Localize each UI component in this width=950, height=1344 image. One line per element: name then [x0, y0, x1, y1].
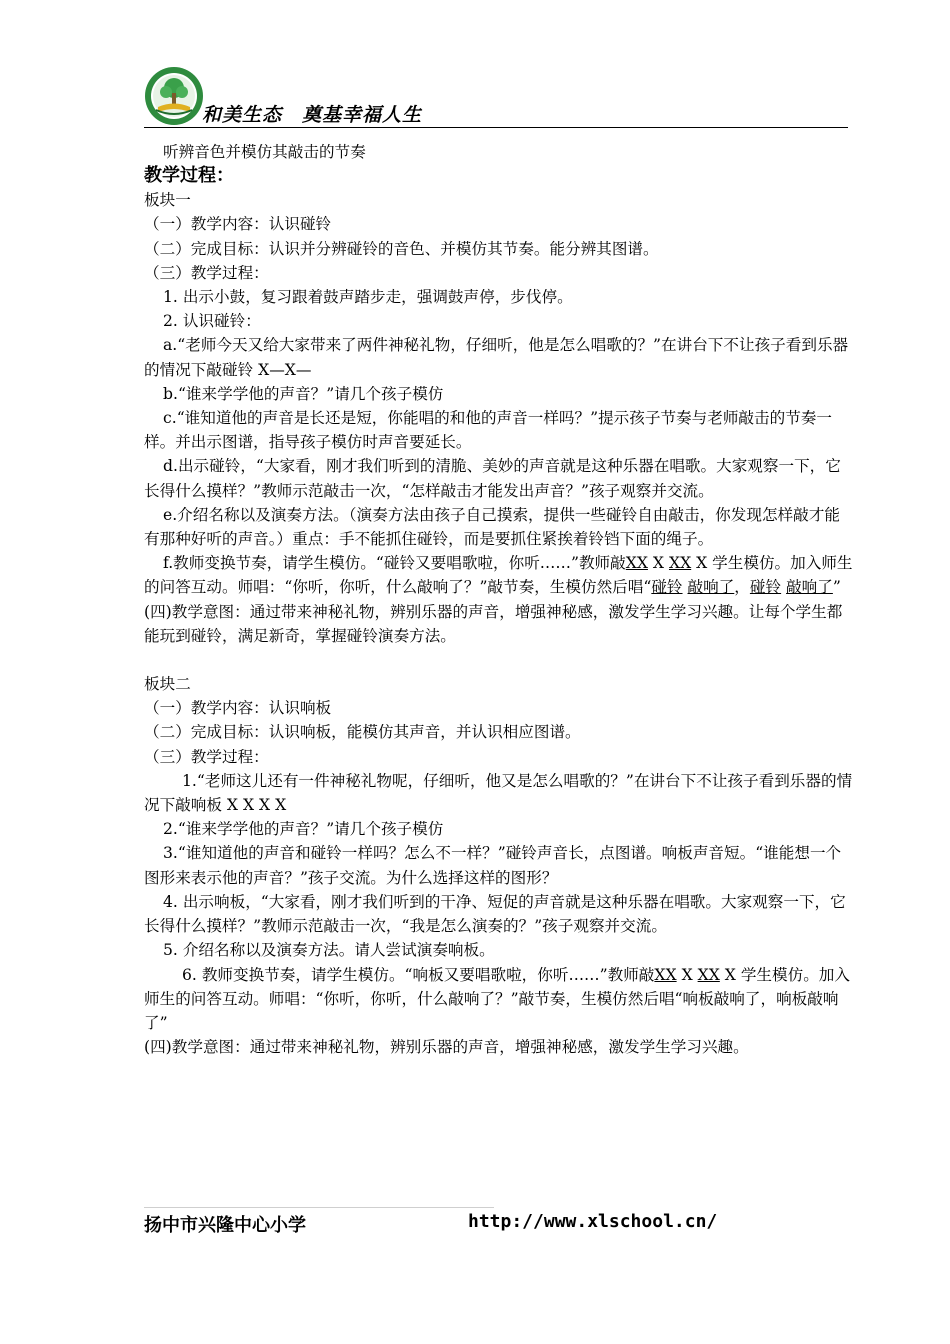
intro-line: 听辨音色并模仿其敲击的节奏 [163, 143, 366, 161]
footer-school-name: 扬中市兴隆中心小学 [144, 1215, 306, 1236]
block2-step-5: 5. 介绍名称以及演奏方法。请人尝试演奏响板。 [163, 941, 495, 960]
block1-step-d: d.出示碰铃，“大家看，刚才我们听到的清脆、美妙的声音就是这种乐器在唱歌。大家观察一下，它长得什么摸样？”教师示范敲击一次，“怎样敲击才能发出声音？”孩子观察并交流。 [144, 457, 841, 500]
block1-step-2: 2. 认识碰铃： [163, 312, 261, 331]
block2-process-label: （三）教学过程： [144, 747, 269, 766]
block1-step-f [144, 551, 854, 599]
rhythm-xx: XX [625, 554, 648, 573]
block1-step-e: e.介绍名称以及演奏方法。（演奏方法由孩子自己摸索，提供一些碰铃自由敲击，你发现怎样敲才能有那种好听的声音。）重点：手不能抓住碰铃，而是要抓住紧挨着铃铛下面的绳子。 [144, 505, 840, 549]
footer-divider [144, 1207, 494, 1208]
step-6-text: X 学生模仿。加入师生的问答互动。师唱：“你听，你听，什么敲响了？”敲节奏，生模仿然后唱“响板敲响了，响板敲响了” [144, 965, 850, 1032]
step-6-text: X [676, 965, 698, 984]
lyric-underlined: 碰铃 [651, 578, 683, 597]
rhythm-xx: XX [654, 965, 677, 984]
block2-title: 板块二 [144, 675, 191, 694]
block2-step-4: 4. 出示响板，“大家看，刚才我们听到的干净、短促的声音就是这种乐器在唱歌。大家观察一下，它长得什么摸样？”教师示范敲击一次，“我是怎么演奏的？”孩子观察并交流。 [144, 892, 846, 936]
step-f-text: X [647, 554, 669, 573]
step-f-text: X 学生模仿。加入师生的问答互动。师唱：“你听，你听，什么敲响了？”敲节奏，生模仿然后唱“ [144, 554, 853, 597]
school-logo-icon [144, 66, 204, 126]
lyric-underlined: 敲响了 [786, 578, 833, 597]
block1-step-c: c.“谁知道他的声音是长还是短，你能唱的和他的声音一样吗？”提示孩子节奏与老师敲击的节奏一样。并出示图谱，指导孩子模仿时声音要延长。 [144, 409, 832, 452]
block1-step-b: b.“谁来学学他的声音？”请几个孩子模仿 [163, 384, 444, 403]
footer-url[interactable]: http://www.xlschool.cn/ [468, 1211, 718, 1232]
block1-step-a: a.“老师今天又给大家带来了两件神秘礼物，仔细听，他是怎么唱歌的？”在讲台下不让孩子看到乐器的情况下敲碰铃 X—X— [144, 336, 849, 379]
spacer [144, 648, 854, 672]
block2-goal: （二）完成目标：认识响板，能模仿其声音，并认识相应图谱。 [144, 723, 581, 742]
rhythm-xx: XX [668, 554, 692, 573]
header-divider [144, 127, 848, 128]
block1-process-label: （三）教学过程： [144, 263, 269, 282]
block2-intent: (四)教学意图：通过带来神秘礼物，辨别乐器的声音，增强神秘感，激发学生学习兴趣。 [144, 1038, 749, 1057]
step-6-text: 6. 教师变换节奏，请学生模仿。“响板又要唱歌啦，你听……”教师敲 [182, 965, 655, 984]
block2-step-6 [144, 963, 854, 1036]
block1-content: （一）教学内容：认识碰铃 [144, 215, 332, 234]
block2-step-2: 2.“谁来学学他的声音？”请几个孩子模仿 [163, 820, 444, 839]
rhythm-xx: XX [697, 965, 720, 984]
header-slogan: 和美生态 奠基幸福人生 [202, 104, 423, 126]
lyric-underlined: 碰铃 [749, 578, 782, 597]
section-heading: 教学过程： [144, 165, 234, 187]
block1-title: 板块一 [144, 191, 191, 210]
block2-step-1: 1.“老师这儿还有一件神秘礼物呢，仔细听，他又是怎么唱歌的？”在讲台下不让孩子看到乐器的情况下敲响板 X X X X [144, 771, 853, 815]
step-f-text: ， [734, 578, 750, 597]
step-f-text: ” [832, 578, 841, 597]
step-f-text: f.教师变换节奏，请学生模仿。“碰铃又要唱歌啦，你听……”教师敲 [163, 554, 626, 573]
block2-step-3: 3.“谁知道他的声音和碰铃一样吗？怎么不一样？”碰铃声音长，点图谱。响板声音短。“谁能想一个图形来表示他的声音？”孩子交流。为什么选择这样的图形？ [144, 844, 842, 887]
lyric-underlined: 敲响了 [687, 578, 735, 597]
document-body [144, 140, 854, 1059]
block1-intent: (四)教学意图：通过带来神秘礼物，辨别乐器的声音，增强神秘感，激发学生学习兴趣。让每个学生都能玩到碰铃，满足新奇，掌握碰铃演奏方法。 [144, 602, 843, 645]
page-header [144, 66, 848, 128]
block2-content: （一）教学内容：认识响板 [144, 699, 332, 718]
block1-goal: （二）完成目标：认识并分辨碰铃的音色、并模仿其节奏。能分辨其图谱。 [144, 239, 659, 258]
block1-step-1: 1. 出示小鼓，复习跟着鼓声踏步走，强调鼓声停，步伐停。 [163, 288, 573, 307]
